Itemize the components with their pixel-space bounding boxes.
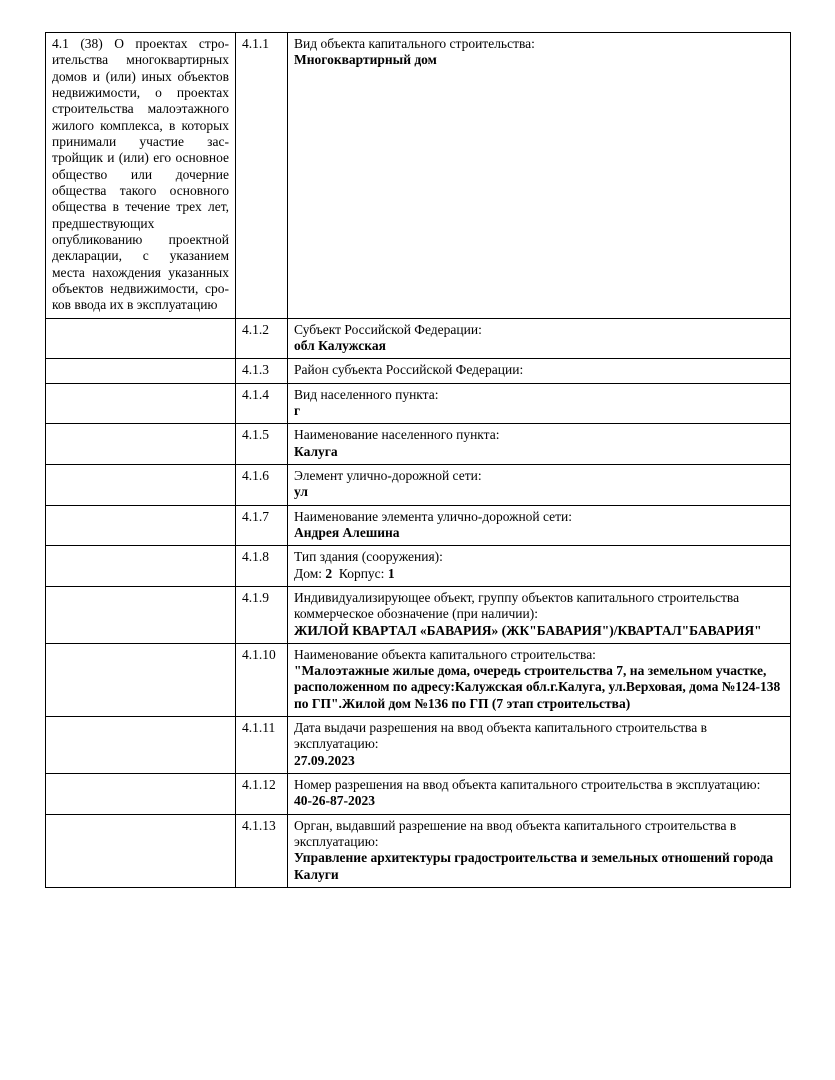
- section-description-cell-empty: [46, 383, 236, 424]
- row-label: Номер разрешения на ввод объекта капитального строительства в эксплуатацию:: [294, 777, 761, 793]
- row-label: Индивидуализирующее объект, группу объектов капитального строительства коммерческое обозначение (при наличии):: [294, 589, 740, 622]
- declaration-table: [45, 32, 791, 888]
- table-row: [46, 505, 791, 546]
- row-value-cell: [288, 505, 791, 546]
- row-number: 4.1.7: [242, 508, 269, 524]
- row-label: Тип здания (сооружения):: [294, 549, 443, 565]
- table-row: [46, 546, 791, 587]
- row-number-cell: [236, 505, 288, 546]
- section-description-cell-empty: [46, 814, 236, 887]
- row-label: Элемент улично-дорожной сети:: [294, 467, 482, 483]
- row-value-cell: [288, 774, 791, 815]
- building-type-values: [294, 566, 784, 582]
- row-label: Наименование объекта капитального строительства:: [294, 646, 596, 662]
- row-label: Район субъекта Российской Федерации:: [294, 362, 524, 378]
- table-row: [46, 424, 791, 465]
- section-description-cell-empty: [46, 774, 236, 815]
- row-number: 4.1.6: [242, 467, 269, 483]
- row-label: Субъект Российской Федерации:: [294, 321, 482, 337]
- row-value-cell: [288, 717, 791, 774]
- row-number-cell: [236, 318, 288, 359]
- table-row: [46, 643, 791, 716]
- row-value: "Малоэтажные жилые дома, очередь строительства 7, на земельном участке, расположенном по адресу:Калужская обл.г.Калуга, ул.Верховая, дома №124-138 по ГП".Жилой дом №136 по ГП (7 этап строительства): [294, 663, 781, 711]
- building-value: 1: [387, 565, 395, 581]
- table-row: [46, 359, 791, 383]
- table-row: [46, 318, 791, 359]
- row-value-cell: [288, 586, 791, 643]
- row-number-cell: [236, 464, 288, 505]
- section-description-cell-empty: [46, 546, 236, 587]
- row-value-cell: [288, 33, 791, 319]
- row-value: ул: [294, 484, 308, 500]
- row-number-cell: [236, 586, 288, 643]
- row-number-cell: [236, 383, 288, 424]
- row-number: 4.1.12: [242, 777, 276, 793]
- table-row: [46, 814, 791, 887]
- section-description-cell-empty: [46, 505, 236, 546]
- table-row: [46, 586, 791, 643]
- row-number-cell: [236, 643, 288, 716]
- row-value: Андрея Алешина: [294, 524, 400, 540]
- row-number: 4.1.9: [242, 589, 269, 605]
- row-value: Управление архитектуры градостроительства и земельных отношений города Калуги: [294, 850, 774, 882]
- row-value-cell: [288, 546, 791, 587]
- row-number-cell: [236, 359, 288, 383]
- house-value: 2: [325, 565, 333, 581]
- row-value: 40-26-87-2023: [294, 793, 375, 809]
- row-number: 4.1.13: [242, 817, 276, 833]
- row-number: 4.1.4: [242, 386, 269, 402]
- table-row: [46, 383, 791, 424]
- row-number: 4.1.10: [242, 646, 276, 662]
- table-row: [46, 774, 791, 815]
- row-number: 4.1.3: [242, 362, 269, 378]
- row-number-cell: [236, 33, 288, 319]
- row-value-cell: [288, 359, 791, 383]
- section-description-cell-empty: [46, 359, 236, 383]
- row-label: Дата выдачи разрешения на ввод объекта капитального строительства в эксплуатацию:: [294, 720, 707, 752]
- table-row: [46, 33, 791, 319]
- row-number-cell: [236, 546, 288, 587]
- row-value-cell: [288, 464, 791, 505]
- row-label: Вид объекта капитального строительства:: [294, 36, 535, 51]
- row-number: 4.1.5: [242, 427, 269, 443]
- section-description-cell-empty: [46, 424, 236, 465]
- row-number-cell: [236, 774, 288, 815]
- row-value-cell: [288, 318, 791, 359]
- row-label: Вид населенного пункта:: [294, 386, 439, 402]
- row-value: обл Калужская: [294, 337, 386, 353]
- row-number-cell: [236, 717, 288, 774]
- row-value-cell: [288, 383, 791, 424]
- section-description-cell-empty: [46, 318, 236, 359]
- row-value: Калуга: [294, 443, 338, 459]
- row-label: Наименование элемента улично-дорожной сети:: [294, 508, 573, 524]
- row-value: 27.09.2023: [294, 752, 355, 768]
- section-description-cell-empty: [46, 717, 236, 774]
- building-label: Корпус:: [338, 565, 385, 581]
- row-label: Наименование населенного пункта:: [294, 427, 500, 443]
- row-label: Орган, выдавший разрешение на ввод объекта капитального строительства в эксплуатацию:: [294, 817, 737, 850]
- row-value: Многоквартирный дом: [294, 52, 437, 68]
- row-number: 4.1.11: [242, 720, 276, 736]
- house-label: Дом:: [294, 565, 322, 581]
- row-number: 4.1.2: [242, 321, 269, 337]
- row-value: г: [294, 402, 301, 418]
- row-number-cell: [236, 814, 288, 887]
- section-description-cell: [46, 33, 236, 319]
- table-row: [46, 464, 791, 505]
- row-value: ЖИЛОЙ КВАРТАЛ «БАВАРИЯ» (ЖК"БАВАРИЯ")/КВАРТАЛ"БАВАРИЯ": [294, 622, 762, 638]
- row-number: 4.1.8: [242, 549, 269, 565]
- section-description-cell-empty: [46, 464, 236, 505]
- row-value-cell: [288, 643, 791, 716]
- row-value-cell: [288, 424, 791, 465]
- table-row: [46, 717, 791, 774]
- row-number: 4.1.1: [242, 36, 269, 51]
- section-description-text: 4.1 (38) О проектах строительства многоквартирных домов и (или) иных объектов недвижимости, о проектах строительства малоэтажного жилого комплекса, в которых принимали участие застройщик и (или) его основное общество или дочерние общества такого основного общества в течение трех лет, предшествующих опубликованию проектной декларации, с указанием места нахождения указанных объектов недвижимости, сроков ввода их в эксплуатацию: [52, 36, 229, 313]
- row-number-cell: [236, 424, 288, 465]
- row-value-cell: [288, 814, 791, 887]
- section-description-cell-empty: [46, 586, 236, 643]
- section-description-cell-empty: [46, 643, 236, 716]
